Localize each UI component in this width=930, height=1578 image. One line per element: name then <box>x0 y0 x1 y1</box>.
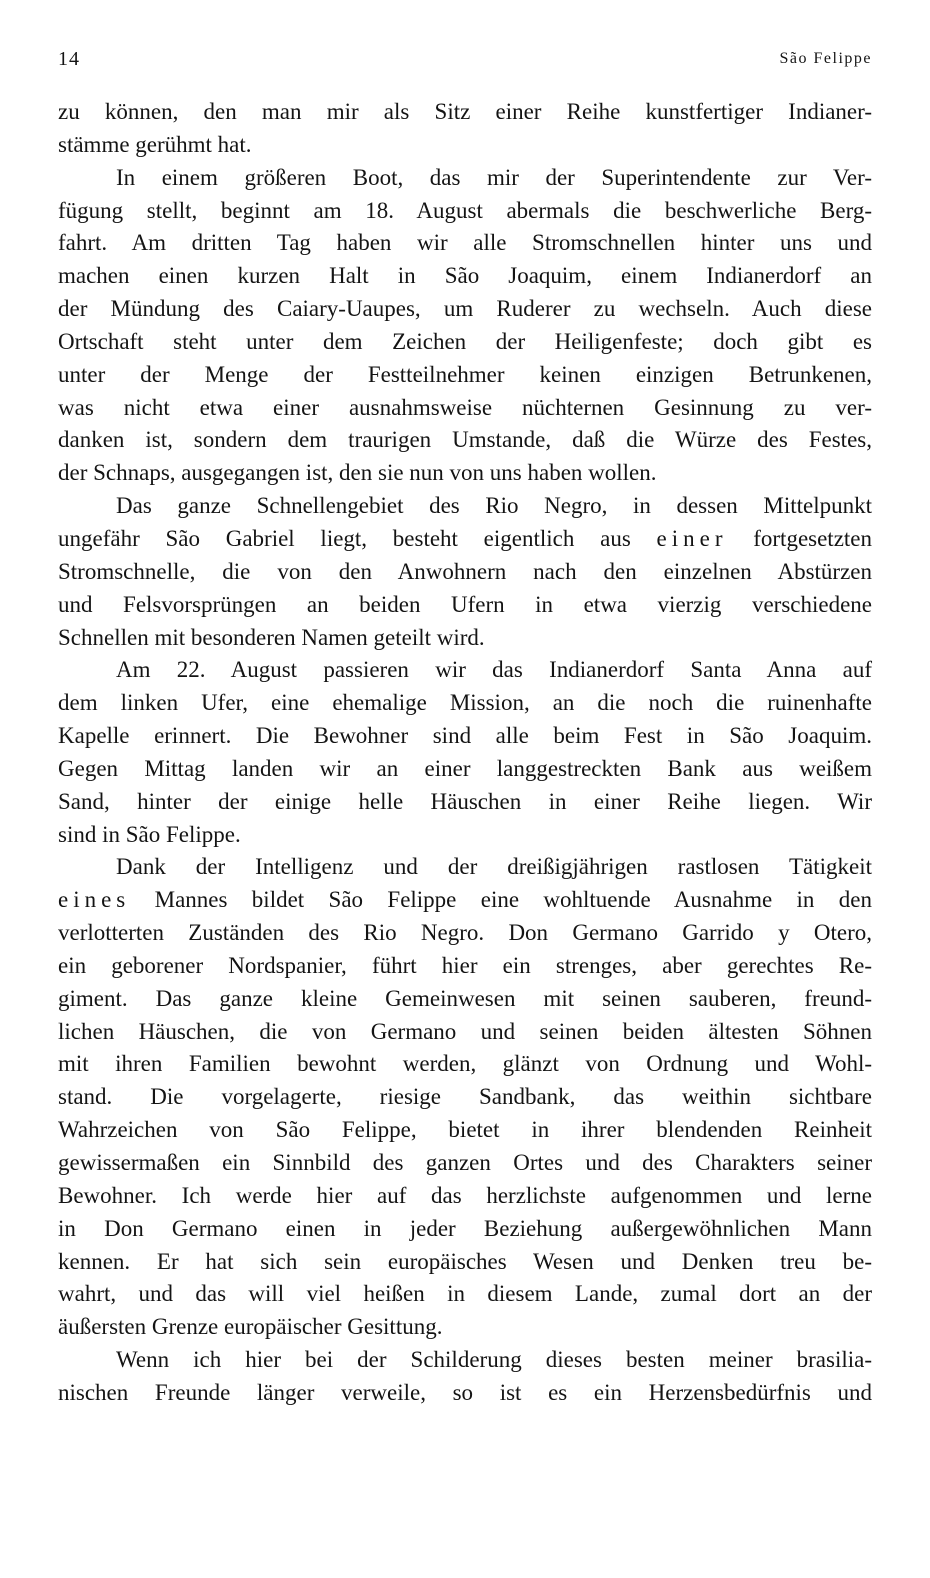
text-line: was nicht etwa einer ausnahmsweise nüchternen Gesinnung zu ver- <box>58 394 872 420</box>
text-line: der Mündung des Caiary-Uaupes, um Ruderer zu wechseln. Auch diese <box>58 296 872 322</box>
text-line: stämme gerühmt hat. <box>58 131 252 157</box>
text-line: äußersten Grenze europäischer Gesittung. <box>58 1314 443 1340</box>
text-line: verlotterten Zuständen des Rio Negro. Don Germano Garrido y Otero, <box>58 920 872 946</box>
text-line: ein geborener Nordspanier, führt hier ein strenges, aber gerechtes Re- <box>58 952 872 978</box>
emphasized-word: eines <box>58 887 131 913</box>
text-line: Wahrzeichen von São Felippe, bietet in ihrer blendenden Reinheit <box>58 1117 872 1143</box>
text-line: fahrt. Am dritten Tag haben wir alle Stromschnellen hinter uns und <box>58 230 872 256</box>
text-line: wahrt, und das will viel heißen in diesem Lande, zumal dort an der <box>58 1281 872 1307</box>
text-line: gewissermaßen ein Sinnbild des ganzen Ortes und des Charakters seiner <box>58 1150 872 1175</box>
text-line: Kapelle erinnert. Die Bewohner sind alle beim Fest in São Joaquim. <box>58 723 872 749</box>
text-line: mit ihren Familien bewohnt werden, glänzt von Ordnung und Wohl- <box>58 1051 872 1077</box>
text-line: Dank der Intelligenz und der dreißigjährigen rastlosen Tätigkeit <box>116 854 872 880</box>
text-segment: fortgesetzten <box>753 525 873 551</box>
text-line: Wenn ich hier bei der Schilderung dieses besten meiner brasilia- <box>116 1347 872 1373</box>
text-line: sind in São Felippe. <box>58 821 241 847</box>
text-line-with-emphasis <box>58 523 872 556</box>
text-line: danken ist, sondern dem traurigen Umstande, daß die Würze des Festes, <box>58 427 872 453</box>
text-line: machen einen kurzen Halt in São Joaquim, einem Indianerdorf an <box>58 263 872 289</box>
text-line: Gegen Mittag landen wir an einer langgestreckten Bank aus weißem <box>58 755 872 781</box>
page-number: 14 <box>58 48 80 70</box>
text-line: in Don Germano einen in jeder Beziehung außergewöhnlichen Mann <box>58 1215 872 1241</box>
text-line: unter der Menge der Festteilnehmer keinen einzigen Betrunkenen, <box>58 361 872 387</box>
text-line: stand. Die vorgelagerte, riesige Sandbank, das weithin sichtbare <box>58 1084 872 1110</box>
text-line: Stromschnelle, die von den Anwohnern nach den einzelnen Abstürzen <box>58 558 872 584</box>
text-segment: Mannes bildet São Felippe eine wohltuende Ausnahme in den <box>154 887 872 913</box>
text-line: nischen Freunde länger verweile, so ist es ein Herzensbedürfnis und <box>58 1379 872 1405</box>
text-line: und Felsvorsprüngen an beiden Ufern in etwa vierzig verschiedene <box>58 591 872 617</box>
text-line: fügung stellt, beginnt am 18. August abermals die beschwerliche Berg- <box>58 197 872 223</box>
running-title: São Felippe <box>779 50 872 67</box>
text-line: kennen. Er hat sich sein europäisches Wesen und Denken treu be- <box>58 1248 872 1274</box>
text-line: dem linken Ufer, eine ehemalige Mission, an die noch die ruinenhafte <box>58 690 872 716</box>
text-line: zu können, den man mir als Sitz einer Reihe kunstfertiger Indianer- <box>58 99 872 124</box>
text-line: In einem größeren Boot, das mir der Superintendente zur Ver- <box>116 164 872 190</box>
emphasized-word: einer <box>656 525 728 551</box>
text-line: Ortschaft steht unter dem Zeichen der Heiligenfeste; doch gibt es <box>58 328 872 354</box>
text-line: Das ganze Schnellengebiet des Rio Negro, in dessen Mittelpunkt <box>116 493 872 519</box>
text-line-with-emphasis <box>58 884 872 917</box>
text-line: der Schnaps, ausgegangen ist, den sie nun von uns haben wollen. <box>58 460 657 486</box>
page-header <box>58 48 872 78</box>
text-line: lichen Häuschen, die von Germano und seinen beiden ältesten Söhnen <box>58 1018 872 1044</box>
text-segment: ungefähr São Gabriel liegt, besteht eigentlich aus <box>58 525 631 551</box>
body-text <box>58 96 872 1410</box>
text-line: Sand, hinter der einige helle Häuschen in einer Reihe liegen. Wir <box>58 788 872 814</box>
text-line: Am 22. August passieren wir das Indianerdorf Santa Anna auf <box>116 657 872 683</box>
text-line: Bewohner. Ich werde hier auf das herzlichste aufgenommen und lerne <box>58 1182 872 1208</box>
text-line: Schnellen mit besonderen Namen geteilt wird. <box>58 624 485 650</box>
text-line: giment. Das ganze kleine Gemeinwesen mit seinen sauberen, freund- <box>58 985 872 1011</box>
